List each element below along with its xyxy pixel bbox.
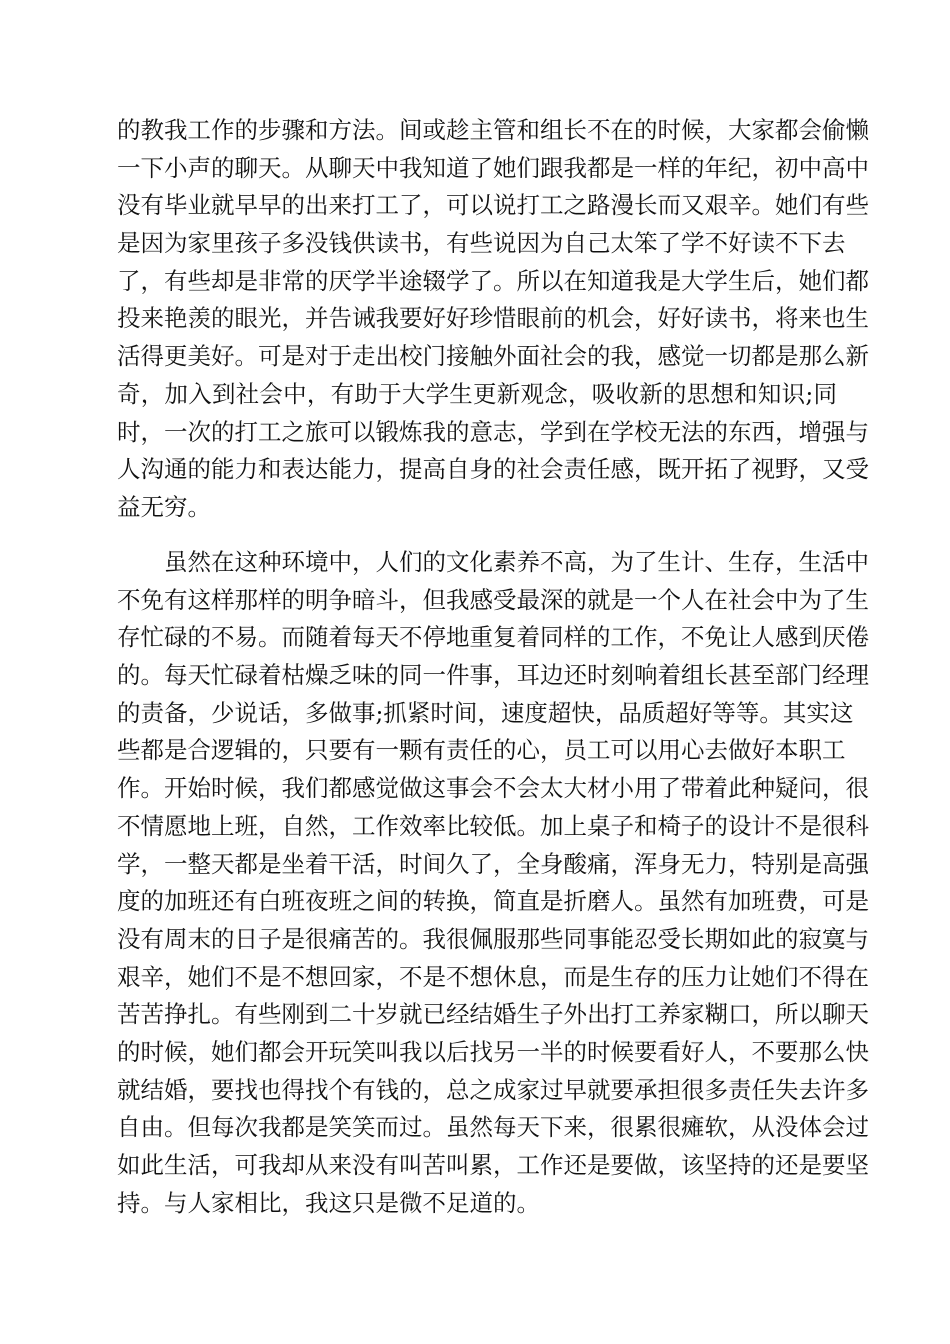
paragraph-line: 的时候，她们都会开玩笑叫我以后找另一半的时候要看好人，不要那么快 — [117, 1037, 869, 1066]
paragraph-line: 苦苦挣扎。有些刚到二十岁就已经结婚生子外出打工养家糊口，所以聊天 — [117, 1000, 869, 1029]
paragraph-line: 的。每天忙碌着枯燥乏味的同一件事，耳边还时刻响着组长甚至部门经理 — [117, 661, 869, 690]
paragraph-line: 些都是合逻辑的，只要有一颗有责任的心，员工可以用心去做好本职工 — [117, 736, 846, 765]
paragraph-1 — [117, 112, 869, 527]
paragraph-line: 活得更美好。可是对于走出校门接触外面社会的我，感觉一切都是那么新 — [117, 342, 869, 371]
paragraph-line: 投来艳羡的眼光，并告诫我要好好珍惜眼前的机会，好好读书，将来也生 — [117, 304, 869, 333]
paragraph-line: 人沟通的能力和表达能力，提高自身的社会责任感，既开拓了视野，又受 — [117, 455, 869, 484]
paragraph-line: 存忙碌的不易。而随着每天不停地重复着同样的工作，不免让人感到厌倦 — [117, 623, 869, 652]
paragraph-line: 度的加班还有白班夜班之间的转换，简直是折磨人。虽然有加班费，可是 — [117, 887, 869, 916]
paragraph-line: 艰辛，她们不是不想回家，不是不想休息，而是生存的压力让她们不得在 — [117, 962, 869, 991]
paragraph-line: 是因为家里孩子多没钱供读书，有些说因为自己太笨了学不好读不下去 — [117, 229, 846, 258]
paragraph-line: 虽然在这种环境中，人们的文化素养不高，为了生计、生存，生活中 — [164, 548, 869, 576]
paragraph-2 — [117, 544, 869, 1222]
paragraph-line: 不情愿地上班，自然，工作效率比较低。加上桌子和椅子的设计不是很科 — [117, 811, 869, 840]
paragraph-line: 的教我工作的步骤和方法。间或趁主管和组长不在的时候，大家都会偷懒 — [117, 116, 869, 144]
paragraph-line: 如此生活，可我却从来没有叫苦叫累，工作还是要做，该坚持的还是要坚 — [117, 1151, 869, 1179]
paragraph-line: 持。与人家相比，我这只是微不足道的。 — [117, 1188, 540, 1217]
paragraph-line: 了，有些却是非常的厌学半途辍学了。所以在知道我是大学生后，她们都 — [117, 266, 869, 295]
paragraph-line: 的责备，少说话，多做事;抓紧时间，速度超快，品质超好等等。其实这 — [117, 698, 854, 727]
paragraph-line: 自由。但每次我都是笑笑而过。虽然每天下来，很累很瘫软，从没体会过 — [117, 1113, 869, 1142]
paragraph-line: 时，一次的打工之旅可以锻炼我的意志，学到在学校无法的东西，增强与 — [117, 417, 869, 446]
paragraph-line: 一下小声的聊天。从聊天中我知道了她们跟我都是一样的年纪，初中高中 — [117, 153, 869, 182]
paragraph-line: 学，一整天都是坐着干活，时间久了，全身酸痛，浑身无力，特别是高强 — [117, 849, 869, 878]
paragraph-line: 就结婚，要找也得找个有钱的，总之成家过早就要承担很多责任失去许多 — [117, 1075, 869, 1104]
paragraph-line: 益无穷。 — [117, 492, 211, 521]
paragraph-line: 没有周末的日子是很痛苦的。我很佩服那些同事能忍受长期如此的寂寞与 — [117, 924, 869, 953]
paragraph-line: 没有毕业就早早的出来打工了，可以说打工之路漫长而又艰辛。她们有些 — [117, 191, 869, 220]
paragraph-line: 不免有这样那样的明争暗斗，但我感受最深的就是一个人在社会中为了生 — [117, 585, 869, 614]
paragraph-line: 作。开始时候，我们都感觉做这事会不会太大材小用了带着此种疑问，很 — [117, 774, 869, 803]
paragraph-line: 奇，加入到社会中，有助于大学生更新观念，吸收新的思想和知识;同 — [117, 379, 837, 408]
